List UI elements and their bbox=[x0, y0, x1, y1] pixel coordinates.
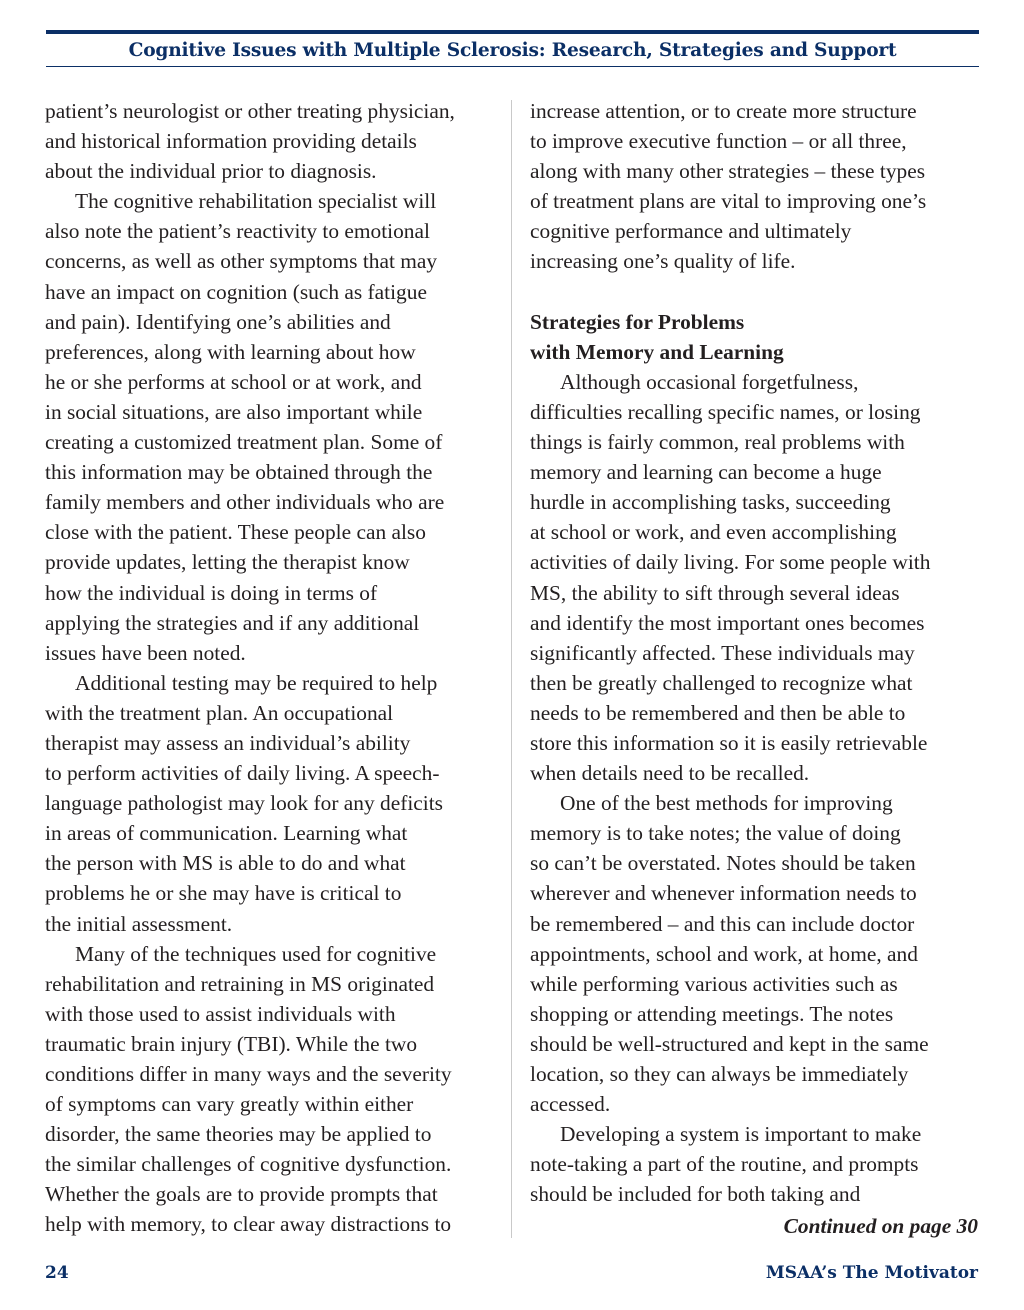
header-rule-top bbox=[46, 30, 979, 34]
body-text-line: help with memory, to clear away distractions to bbox=[45, 1212, 452, 1237]
body-text-line: Although occasional forgetfulness, bbox=[560, 369, 859, 394]
body-text-line: difficulties recalling specific names, or losing bbox=[530, 399, 921, 424]
body-text-line: he or she performs at school or at work, and bbox=[45, 369, 422, 394]
header-rule-bottom bbox=[46, 66, 979, 67]
continued-notice: Continued on page 30 bbox=[783, 1214, 978, 1238]
body-text-line: memory is to take notes; the value of doing bbox=[530, 821, 901, 846]
body-text-line: and identify the most important ones becomes bbox=[530, 610, 925, 635]
body-text-line: wherever and whenever information needs to bbox=[530, 881, 917, 906]
body-text-line: when details need to be recalled. bbox=[530, 761, 810, 786]
body-text-line: appointments, school and work, at home, and bbox=[530, 941, 918, 966]
body-text-line: MS, the ability to sift through several ideas bbox=[530, 580, 900, 605]
column-divider bbox=[511, 100, 512, 1238]
body-text-line: close with the patient. These people can also bbox=[45, 520, 426, 545]
body-text-line: The cognitive rehabilitation specialist will bbox=[75, 189, 437, 214]
body-text-line: should be well-structured and kept in the same bbox=[530, 1031, 929, 1056]
body-text-line: memory and learning can become a huge bbox=[530, 460, 882, 485]
body-text-line: be remembered – and this can include doctor bbox=[530, 911, 915, 936]
body-text-line: patient’s neurologist or other treating physician, bbox=[45, 99, 455, 123]
body-text-line: the initial assessment. bbox=[45, 911, 233, 936]
body-text-line: things is fairly common, real problems with bbox=[530, 430, 905, 455]
body-text-line: location, so they can always be immediately bbox=[530, 1062, 909, 1086]
body-text-line: with those used to assist individuals with bbox=[45, 1001, 396, 1026]
body-text-line: with the treatment plan. An occupational bbox=[45, 700, 394, 725]
section-heading-line: Strategies for Problems bbox=[530, 309, 745, 334]
spacer bbox=[530, 277, 990, 307]
body-text-line: rehabilitation and retraining in MS originated bbox=[45, 971, 435, 996]
page-number: 24 bbox=[45, 1263, 69, 1283]
body-text-line: shopping or attending meetings. The notes bbox=[530, 1001, 894, 1026]
body-text-line: to perform activities of daily living. A speech- bbox=[45, 761, 440, 786]
body-text-line: issues have been noted. bbox=[45, 640, 246, 665]
body-text-line: and pain). Identifying one’s abilities and bbox=[45, 309, 391, 334]
body-text-line: significantly affected. These individuals may bbox=[530, 640, 915, 665]
body-text-line: at school or work, and even accomplishing bbox=[530, 520, 897, 545]
body-text-line: should be included for both taking and bbox=[530, 1182, 861, 1207]
body-text-line: hurdle in accomplishing tasks, succeeding bbox=[530, 490, 891, 515]
body-text-line: note-taking a part of the routine, and prompts bbox=[530, 1152, 919, 1177]
body-text-line: also note the patient’s reactivity to emotional bbox=[45, 219, 430, 244]
body-text-line: preferences, along with learning about how bbox=[45, 339, 416, 364]
left-column bbox=[45, 96, 505, 1240]
body-text-line: have an impact on cognition (such as fatigue bbox=[45, 279, 427, 304]
body-text-line: to improve executive function – or all three, bbox=[530, 129, 907, 154]
body-text-line: this information may be obtained through the bbox=[45, 460, 433, 485]
running-head-title: Cognitive Issues with Multiple Sclerosis: Research, Strategies and Support bbox=[128, 40, 897, 61]
body-text-line: Additional testing may be required to help bbox=[75, 670, 438, 695]
body-text-line: concerns, as well as other symptoms that may bbox=[45, 249, 438, 274]
body-text-line: Many of the techniques used for cognitive bbox=[75, 941, 437, 966]
body-text-line: store this information so it is easily retrievable bbox=[530, 730, 928, 755]
section-heading-line: with Memory and Learning bbox=[530, 339, 784, 364]
body-text-line: increase attention, or to create more structure bbox=[530, 99, 917, 123]
body-text-line: accessed. bbox=[530, 1092, 611, 1117]
body-text-line: traumatic brain injury (TBI). While the two bbox=[45, 1031, 418, 1056]
body-text-line: the person with MS is able to do and what bbox=[45, 851, 406, 876]
body-text-line: needs to be remembered and then be able to bbox=[530, 700, 906, 725]
body-text-line: therapist may assess an individual’s ability bbox=[45, 730, 411, 755]
body-text-line: then be greatly challenged to recognize what bbox=[530, 670, 913, 695]
right-column bbox=[530, 96, 990, 1209]
body-text-line: so can’t be overstated. Notes should be taken bbox=[530, 851, 916, 876]
body-text-line: and historical information providing details bbox=[45, 129, 417, 154]
body-text-line: conditions differ in many ways and the severity bbox=[45, 1062, 452, 1086]
body-text-line: about the individual prior to diagnosis. bbox=[45, 159, 377, 184]
body-text-line: applying the strategies and if any additional bbox=[45, 610, 420, 635]
body-text-line: while performing various activities such as bbox=[530, 971, 898, 996]
body-text-line: how the individual is doing in terms of bbox=[45, 580, 378, 605]
body-text-line: creating a customized treatment plan. Some of bbox=[45, 430, 443, 455]
body-text-line: provide updates, letting the therapist know bbox=[45, 550, 410, 575]
body-text-line: increasing one’s quality of life. bbox=[530, 249, 796, 274]
body-text-line: family members and other individuals who are bbox=[45, 490, 445, 515]
body-text-line: the similar challenges of cognitive dysfunction. bbox=[45, 1152, 452, 1177]
body-text-line: problems he or she may have is critical to bbox=[45, 881, 402, 906]
body-text-line: Developing a system is important to make bbox=[560, 1122, 922, 1147]
body-text-line: in social situations, are also important while bbox=[45, 399, 423, 424]
body-text-line: language pathologist may look for any deficits bbox=[45, 791, 444, 816]
body-text-line: activities of daily living. For some people with bbox=[530, 550, 931, 575]
body-text-line: in areas of communication. Learning what bbox=[45, 821, 408, 846]
body-text-line: Whether the goals are to provide prompts that bbox=[45, 1182, 438, 1207]
body-text-line: disorder, the same theories may be applied to bbox=[45, 1122, 432, 1147]
body-text-line: of symptoms can vary greatly within either bbox=[45, 1092, 414, 1117]
body-text-line: along with many other strategies – these types bbox=[530, 159, 926, 184]
publication-name: MSAA’s The Motivator bbox=[765, 1263, 978, 1283]
body-text-line: One of the best methods for improving bbox=[560, 791, 893, 816]
body-text-line: of treatment plans are vital to improving one’s bbox=[530, 189, 927, 214]
body-text-line: cognitive performance and ultimately bbox=[530, 219, 852, 244]
